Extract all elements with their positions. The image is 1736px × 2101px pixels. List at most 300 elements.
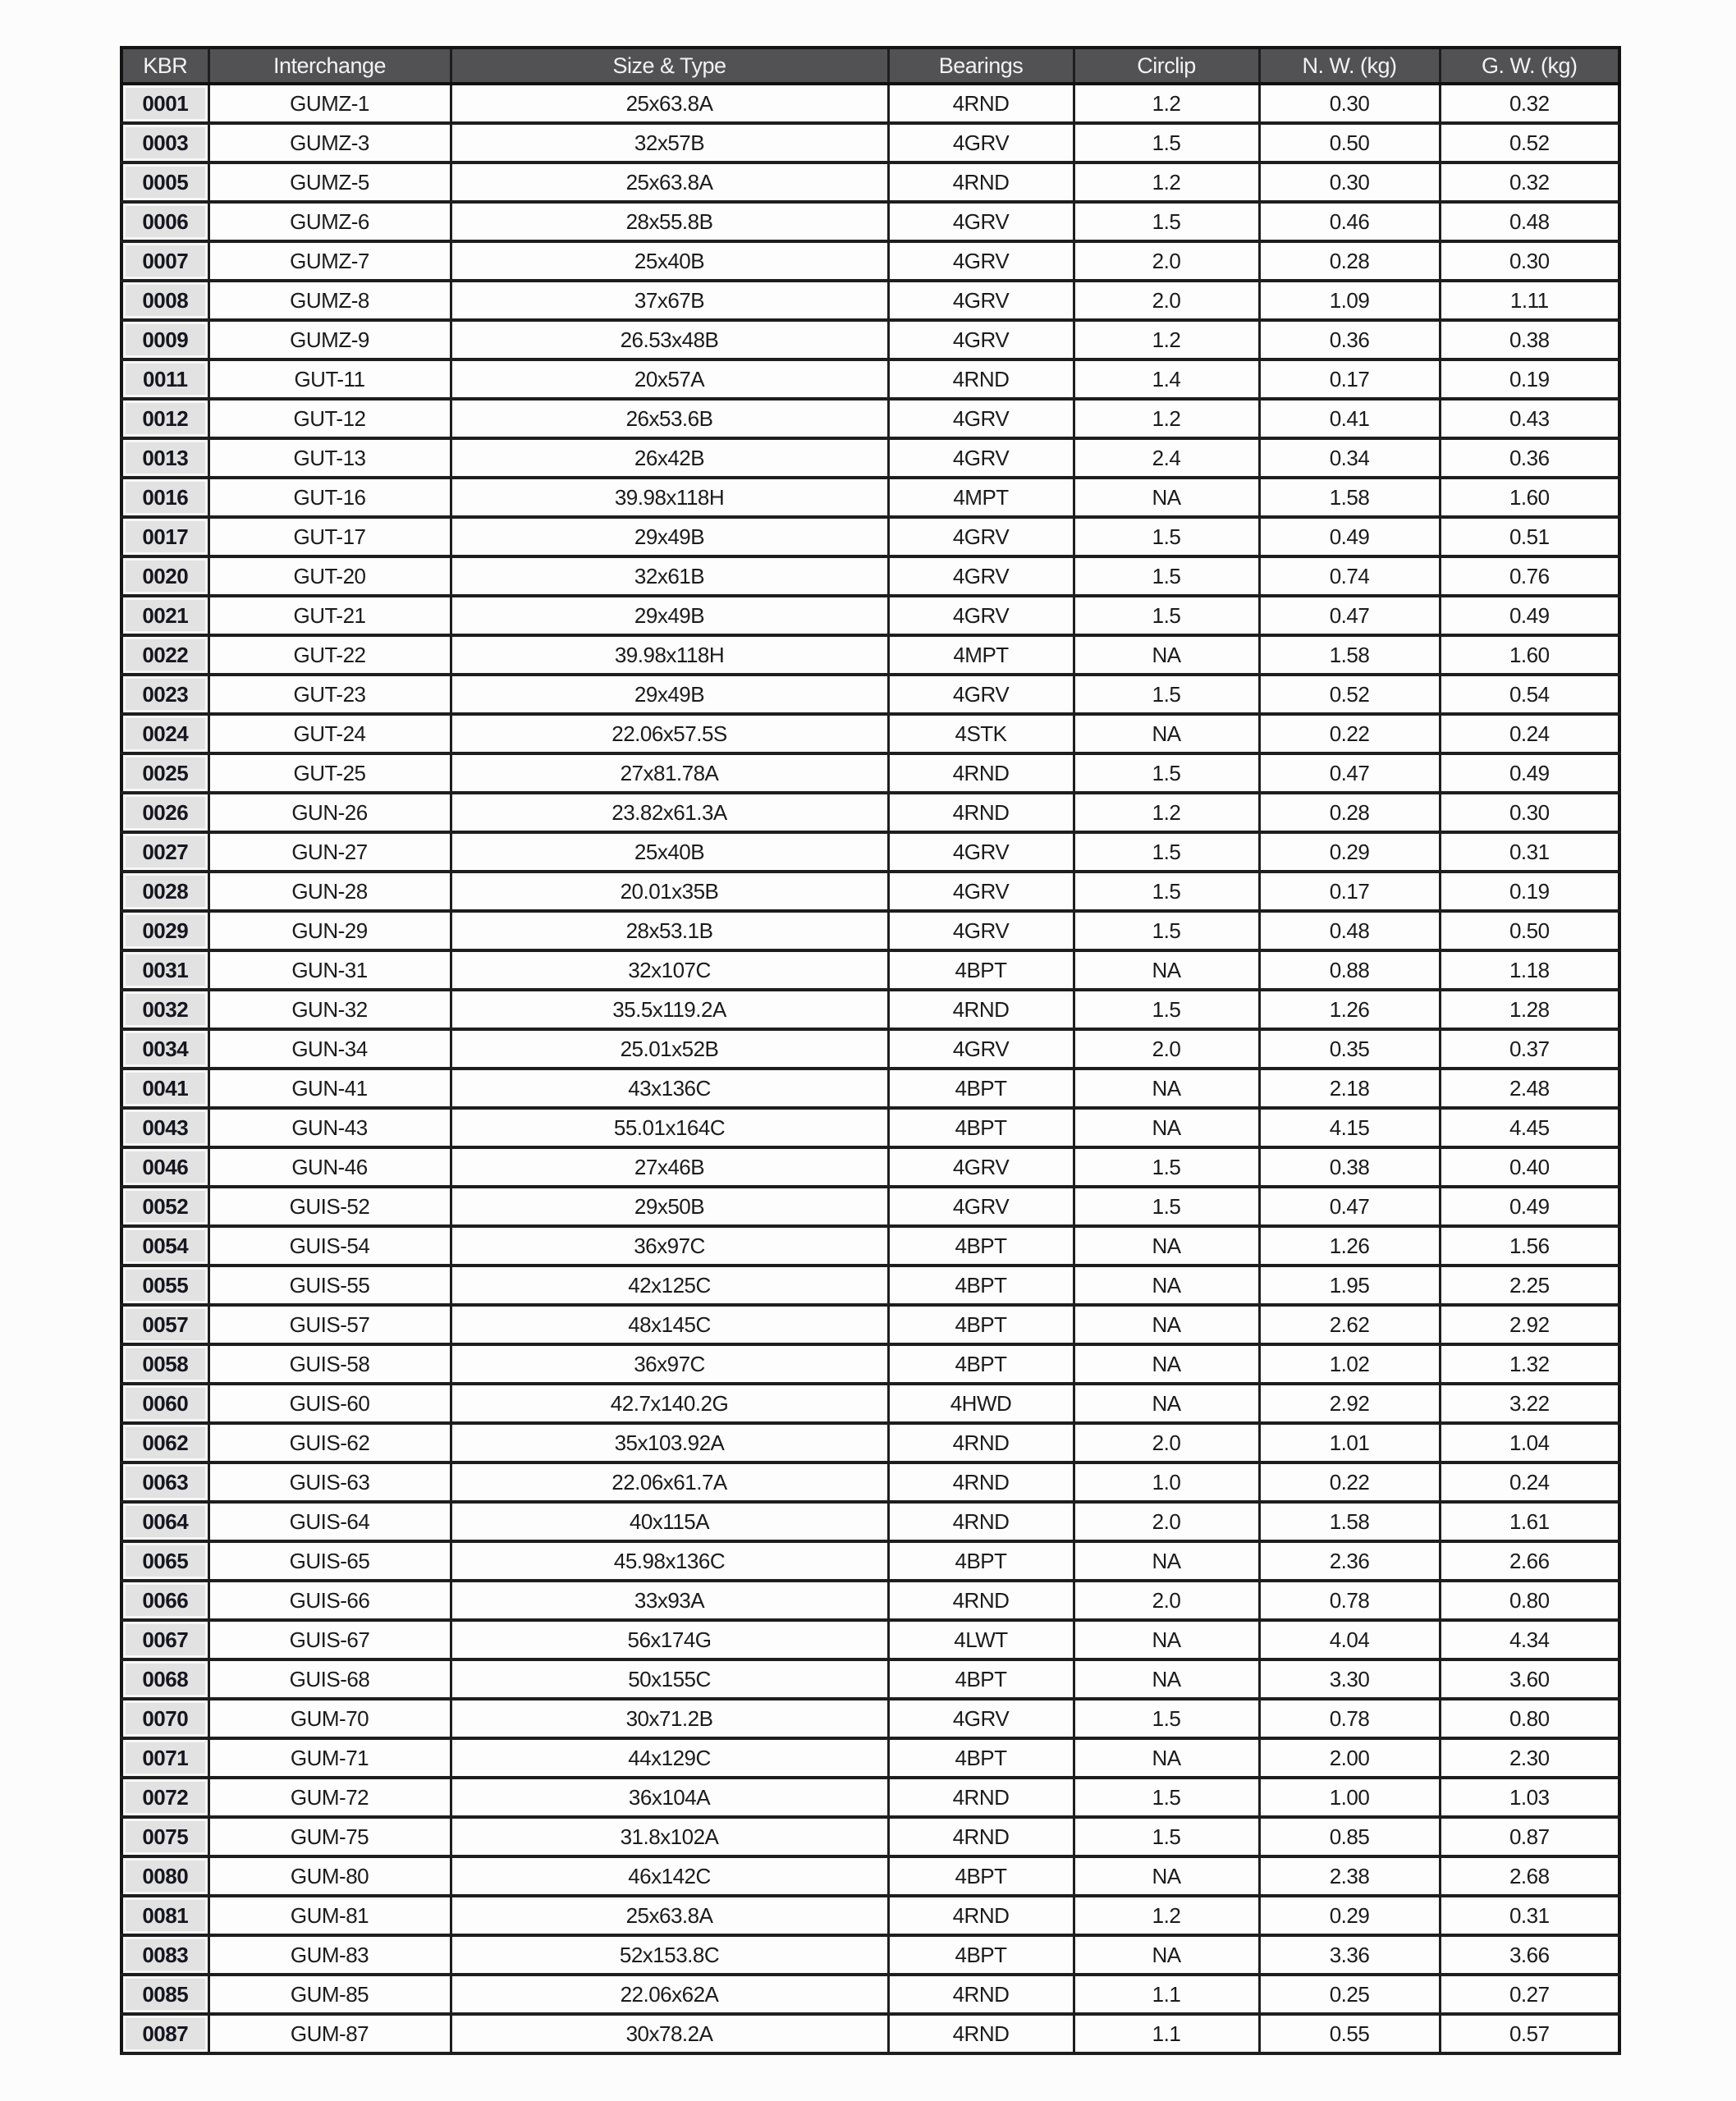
cell-kbr: 0068 — [121, 1659, 208, 1699]
cell-size-type: 32x107C — [451, 950, 888, 990]
cell-gross-weight: 0.87 — [1440, 1817, 1619, 1856]
cell-circlip: 2.0 — [1074, 1581, 1259, 1620]
cell-size-type: 32x57B — [451, 123, 888, 162]
table-row — [121, 1699, 1619, 1738]
cell-net-weight: 0.22 — [1259, 714, 1440, 753]
table-row — [121, 1147, 1619, 1187]
cell-kbr: 0003 — [121, 123, 208, 162]
cell-gross-weight: 2.48 — [1440, 1069, 1619, 1108]
table-row — [121, 1108, 1619, 1147]
cell-gross-weight: 2.66 — [1440, 1541, 1619, 1581]
cell-kbr: 0024 — [121, 714, 208, 753]
cell-interchange: GUT-11 — [208, 359, 451, 399]
cell-bearings: 4RND — [888, 753, 1074, 793]
cell-net-weight: 1.09 — [1259, 281, 1440, 320]
cell-circlip: 1.2 — [1074, 1896, 1259, 1935]
cell-interchange: GUIS-63 — [208, 1462, 451, 1502]
cell-kbr: 0005 — [121, 162, 208, 202]
cell-interchange: GUT-17 — [208, 517, 451, 556]
cell-size-type: 42.7x140.2G — [451, 1384, 888, 1423]
cell-gross-weight: 3.60 — [1440, 1659, 1619, 1699]
cell-kbr: 0041 — [121, 1069, 208, 1108]
cell-circlip: NA — [1074, 1305, 1259, 1344]
cell-bearings: 4STK — [888, 714, 1074, 753]
cell-net-weight: 0.34 — [1259, 438, 1440, 478]
cell-circlip: NA — [1074, 1344, 1259, 1384]
table-row — [121, 1778, 1619, 1817]
cell-size-type: 31.8x102A — [451, 1817, 888, 1856]
cell-size-type: 36x97C — [451, 1344, 888, 1384]
table-row — [121, 793, 1619, 832]
cell-net-weight: 1.00 — [1259, 1778, 1440, 1817]
cell-interchange: GUIS-60 — [208, 1384, 451, 1423]
cell-circlip: 1.1 — [1074, 2014, 1259, 2053]
cell-gross-weight: 0.54 — [1440, 675, 1619, 714]
cell-gross-weight: 0.30 — [1440, 241, 1619, 281]
cell-interchange: GUIS-58 — [208, 1344, 451, 1384]
cell-circlip: 1.5 — [1074, 123, 1259, 162]
cell-net-weight: 0.30 — [1259, 162, 1440, 202]
table-row — [121, 1069, 1619, 1108]
cell-net-weight: 2.00 — [1259, 1738, 1440, 1778]
cell-interchange: GUN-46 — [208, 1147, 451, 1187]
cell-net-weight: 1.01 — [1259, 1423, 1440, 1462]
cell-interchange: GUM-87 — [208, 2014, 451, 2053]
cell-net-weight: 0.35 — [1259, 1029, 1440, 1069]
cell-interchange: GUT-13 — [208, 438, 451, 478]
cell-circlip: 1.5 — [1074, 1147, 1259, 1187]
table-row — [121, 84, 1619, 123]
cell-kbr: 0032 — [121, 990, 208, 1029]
table-row — [121, 675, 1619, 714]
column-header-interchange: Interchange — [208, 48, 451, 84]
table-row — [121, 1620, 1619, 1659]
cell-interchange: GUN-28 — [208, 872, 451, 911]
cell-circlip: NA — [1074, 1266, 1259, 1305]
cell-circlip: 1.5 — [1074, 556, 1259, 596]
cell-interchange: GUM-83 — [208, 1935, 451, 1975]
cell-kbr: 0012 — [121, 399, 208, 438]
cell-kbr: 0009 — [121, 320, 208, 359]
cell-kbr: 0011 — [121, 359, 208, 399]
cell-circlip: NA — [1074, 478, 1259, 517]
cell-circlip: 1.2 — [1074, 84, 1259, 123]
cell-bearings: 4GRV — [888, 596, 1074, 635]
cell-bearings: 4RND — [888, 1778, 1074, 1817]
cell-size-type: 25x63.8A — [451, 84, 888, 123]
cell-interchange: GUIS-52 — [208, 1187, 451, 1226]
cell-kbr: 0001 — [121, 84, 208, 123]
cell-bearings: 4BPT — [888, 1541, 1074, 1581]
table-row — [121, 832, 1619, 872]
cell-interchange: GUMZ-5 — [208, 162, 451, 202]
cell-interchange: GUN-41 — [208, 1069, 451, 1108]
table-row — [121, 359, 1619, 399]
cell-interchange: GUN-43 — [208, 1108, 451, 1147]
cell-net-weight: 0.30 — [1259, 84, 1440, 123]
cell-circlip: NA — [1074, 1384, 1259, 1423]
cell-size-type: 42x125C — [451, 1266, 888, 1305]
cell-bearings: 4GRV — [888, 1147, 1074, 1187]
cell-bearings: 4GRV — [888, 675, 1074, 714]
cell-circlip: NA — [1074, 1620, 1259, 1659]
cell-kbr: 0070 — [121, 1699, 208, 1738]
cell-kbr: 0031 — [121, 950, 208, 990]
cell-kbr: 0008 — [121, 281, 208, 320]
cell-kbr: 0057 — [121, 1305, 208, 1344]
table-row — [121, 1541, 1619, 1581]
cell-interchange: GUIS-68 — [208, 1659, 451, 1699]
table-row — [121, 596, 1619, 635]
column-header-bearings: Bearings — [888, 48, 1074, 84]
cell-bearings: 4BPT — [888, 1935, 1074, 1975]
cell-kbr: 0085 — [121, 1975, 208, 2014]
cell-circlip: 1.5 — [1074, 596, 1259, 635]
cell-bearings: 4MPT — [888, 635, 1074, 675]
cell-kbr: 0023 — [121, 675, 208, 714]
cell-interchange: GUMZ-3 — [208, 123, 451, 162]
cell-net-weight: 1.02 — [1259, 1344, 1440, 1384]
table-row — [121, 1738, 1619, 1778]
cell-net-weight: 0.36 — [1259, 320, 1440, 359]
cell-interchange: GUT-24 — [208, 714, 451, 753]
cell-size-type: 50x155C — [451, 1659, 888, 1699]
cell-circlip: NA — [1074, 950, 1259, 990]
cell-gross-weight: 1.60 — [1440, 478, 1619, 517]
table-row — [121, 911, 1619, 950]
cell-gross-weight: 2.30 — [1440, 1738, 1619, 1778]
table-row — [121, 320, 1619, 359]
cell-bearings: 4HWD — [888, 1384, 1074, 1423]
table-row — [121, 990, 1619, 1029]
cell-size-type: 26.53x48B — [451, 320, 888, 359]
cell-bearings: 4RND — [888, 1896, 1074, 1935]
table-row — [121, 241, 1619, 281]
table-row — [121, 872, 1619, 911]
cell-bearings: 4BPT — [888, 1344, 1074, 1384]
cell-kbr: 0027 — [121, 832, 208, 872]
cell-net-weight: 0.25 — [1259, 1975, 1440, 2014]
cell-net-weight: 1.58 — [1259, 635, 1440, 675]
cell-kbr: 0055 — [121, 1266, 208, 1305]
cell-kbr: 0066 — [121, 1581, 208, 1620]
cell-net-weight: 1.95 — [1259, 1266, 1440, 1305]
cell-bearings: 4BPT — [888, 1226, 1074, 1266]
cell-interchange: GUMZ-7 — [208, 241, 451, 281]
cell-net-weight: 0.48 — [1259, 911, 1440, 950]
table-row — [121, 1029, 1619, 1069]
cell-size-type: 29x50B — [451, 1187, 888, 1226]
cell-gross-weight: 1.56 — [1440, 1226, 1619, 1266]
cell-gross-weight: 0.24 — [1440, 1462, 1619, 1502]
cell-size-type: 22.06x62A — [451, 1975, 888, 2014]
cell-circlip: 1.5 — [1074, 202, 1259, 241]
table-row — [121, 635, 1619, 675]
cell-size-type: 40x115A — [451, 1502, 888, 1541]
cell-bearings: 4RND — [888, 990, 1074, 1029]
table-row — [121, 1502, 1619, 1541]
cell-kbr: 0020 — [121, 556, 208, 596]
table-header-row — [121, 48, 1619, 84]
cell-net-weight: 0.50 — [1259, 123, 1440, 162]
table-row — [121, 1266, 1619, 1305]
table-row — [121, 162, 1619, 202]
cell-net-weight: 0.47 — [1259, 1187, 1440, 1226]
cell-gross-weight: 0.40 — [1440, 1147, 1619, 1187]
table-row — [121, 123, 1619, 162]
cell-net-weight: 4.15 — [1259, 1108, 1440, 1147]
column-header-net-weight: N. W. (kg) — [1259, 48, 1440, 84]
cell-kbr: 0026 — [121, 793, 208, 832]
cell-gross-weight: 4.34 — [1440, 1620, 1619, 1659]
parts-table — [120, 46, 1621, 2055]
cell-size-type: 22.06x61.7A — [451, 1462, 888, 1502]
cell-kbr: 0007 — [121, 241, 208, 281]
cell-interchange: GUN-31 — [208, 950, 451, 990]
cell-gross-weight: 0.51 — [1440, 517, 1619, 556]
column-header-kbr: KBR — [121, 48, 208, 84]
cell-bearings: 4GRV — [888, 241, 1074, 281]
column-header-circlip: Circlip — [1074, 48, 1259, 84]
cell-kbr: 0025 — [121, 753, 208, 793]
cell-interchange: GUT-22 — [208, 635, 451, 675]
cell-gross-weight: 1.60 — [1440, 635, 1619, 675]
cell-gross-weight: 0.31 — [1440, 1896, 1619, 1935]
cell-bearings: 4RND — [888, 2014, 1074, 2053]
cell-bearings: 4GRV — [888, 556, 1074, 596]
cell-interchange: GUMZ-9 — [208, 320, 451, 359]
cell-circlip: NA — [1074, 1069, 1259, 1108]
table-row — [121, 950, 1619, 990]
cell-bearings: 4RND — [888, 359, 1074, 399]
cell-gross-weight: 1.03 — [1440, 1778, 1619, 1817]
cell-interchange: GUIS-55 — [208, 1266, 451, 1305]
cell-interchange: GUMZ-8 — [208, 281, 451, 320]
cell-bearings: 4RND — [888, 84, 1074, 123]
cell-gross-weight: 0.32 — [1440, 162, 1619, 202]
cell-size-type: 39.98x118H — [451, 635, 888, 675]
cell-net-weight: 0.55 — [1259, 2014, 1440, 2053]
table-row — [121, 281, 1619, 320]
cell-bearings: 4BPT — [888, 1069, 1074, 1108]
cell-net-weight: 0.38 — [1259, 1147, 1440, 1187]
cell-kbr: 0067 — [121, 1620, 208, 1659]
cell-interchange: GUIS-54 — [208, 1226, 451, 1266]
cell-circlip: 1.2 — [1074, 162, 1259, 202]
table-row — [121, 1384, 1619, 1423]
cell-net-weight: 0.17 — [1259, 359, 1440, 399]
cell-circlip: 1.1 — [1074, 1975, 1259, 2014]
cell-interchange: GUT-21 — [208, 596, 451, 635]
table-row — [121, 202, 1619, 241]
cell-interchange: GUN-27 — [208, 832, 451, 872]
cell-size-type: 56x174G — [451, 1620, 888, 1659]
cell-net-weight: 1.58 — [1259, 1502, 1440, 1541]
cell-net-weight: 4.04 — [1259, 1620, 1440, 1659]
table-body — [121, 84, 1619, 2053]
cell-interchange: GUT-23 — [208, 675, 451, 714]
cell-kbr: 0046 — [121, 1147, 208, 1187]
cell-interchange: GUN-29 — [208, 911, 451, 950]
cell-interchange: GUM-72 — [208, 1778, 451, 1817]
table-row — [121, 478, 1619, 517]
cell-gross-weight: 1.04 — [1440, 1423, 1619, 1462]
cell-bearings: 4GRV — [888, 202, 1074, 241]
cell-size-type: 20x57A — [451, 359, 888, 399]
cell-gross-weight: 0.38 — [1440, 320, 1619, 359]
cell-bearings: 4RND — [888, 1423, 1074, 1462]
cell-kbr: 0062 — [121, 1423, 208, 1462]
cell-size-type: 20.01x35B — [451, 872, 888, 911]
cell-kbr: 0087 — [121, 2014, 208, 2053]
cell-bearings: 4GRV — [888, 1699, 1074, 1738]
cell-circlip: NA — [1074, 1738, 1259, 1778]
cell-interchange: GUN-34 — [208, 1029, 451, 1069]
cell-circlip: 1.2 — [1074, 793, 1259, 832]
table-row — [121, 399, 1619, 438]
cell-kbr: 0071 — [121, 1738, 208, 1778]
table-row — [121, 1226, 1619, 1266]
cell-gross-weight: 1.11 — [1440, 281, 1619, 320]
cell-net-weight: 0.78 — [1259, 1699, 1440, 1738]
cell-kbr: 0072 — [121, 1778, 208, 1817]
cell-net-weight: 2.18 — [1259, 1069, 1440, 1108]
cell-kbr: 0013 — [121, 438, 208, 478]
cell-bearings: 4RND — [888, 1817, 1074, 1856]
cell-gross-weight: 0.48 — [1440, 202, 1619, 241]
cell-net-weight: 0.28 — [1259, 241, 1440, 281]
table-row — [121, 1423, 1619, 1462]
cell-size-type: 29x49B — [451, 675, 888, 714]
cell-bearings: 4RND — [888, 1462, 1074, 1502]
cell-net-weight: 1.58 — [1259, 478, 1440, 517]
cell-bearings: 4MPT — [888, 478, 1074, 517]
cell-circlip: 1.5 — [1074, 1699, 1259, 1738]
cell-size-type: 36x97C — [451, 1226, 888, 1266]
cell-size-type: 25x40B — [451, 832, 888, 872]
cell-kbr: 0058 — [121, 1344, 208, 1384]
cell-interchange: GUM-80 — [208, 1856, 451, 1896]
cell-size-type: 29x49B — [451, 517, 888, 556]
cell-circlip: 2.0 — [1074, 281, 1259, 320]
cell-circlip: NA — [1074, 1541, 1259, 1581]
cell-circlip: 1.5 — [1074, 753, 1259, 793]
table-row — [121, 1659, 1619, 1699]
cell-gross-weight: 2.68 — [1440, 1856, 1619, 1896]
cell-size-type: 36x104A — [451, 1778, 888, 1817]
cell-interchange: GUM-71 — [208, 1738, 451, 1778]
cell-gross-weight: 0.80 — [1440, 1699, 1619, 1738]
cell-circlip: 2.0 — [1074, 1502, 1259, 1541]
cell-gross-weight: 0.49 — [1440, 753, 1619, 793]
cell-net-weight: 2.36 — [1259, 1541, 1440, 1581]
cell-bearings: 4GRV — [888, 1029, 1074, 1069]
cell-gross-weight: 0.31 — [1440, 832, 1619, 872]
cell-net-weight: 0.74 — [1259, 556, 1440, 596]
cell-gross-weight: 1.28 — [1440, 990, 1619, 1029]
cell-kbr: 0063 — [121, 1462, 208, 1502]
cell-interchange: GUN-32 — [208, 990, 451, 1029]
cell-size-type: 33x93A — [451, 1581, 888, 1620]
cell-net-weight: 0.47 — [1259, 753, 1440, 793]
table-row — [121, 1305, 1619, 1344]
cell-gross-weight: 0.50 — [1440, 911, 1619, 950]
cell-size-type: 39.98x118H — [451, 478, 888, 517]
cell-bearings: 4BPT — [888, 950, 1074, 990]
cell-circlip: 1.2 — [1074, 399, 1259, 438]
cell-net-weight: 3.36 — [1259, 1935, 1440, 1975]
cell-kbr: 0060 — [121, 1384, 208, 1423]
cell-bearings: 4GRV — [888, 517, 1074, 556]
cell-size-type: 27x81.78A — [451, 753, 888, 793]
cell-circlip: NA — [1074, 1856, 1259, 1896]
cell-interchange: GUMZ-6 — [208, 202, 451, 241]
cell-kbr: 0021 — [121, 596, 208, 635]
cell-kbr: 0043 — [121, 1108, 208, 1147]
cell-interchange: GUM-81 — [208, 1896, 451, 1935]
table-row — [121, 1856, 1619, 1896]
cell-bearings: 4RND — [888, 162, 1074, 202]
cell-size-type: 25x63.8A — [451, 1896, 888, 1935]
cell-bearings: 4GRV — [888, 320, 1074, 359]
cell-gross-weight: 0.52 — [1440, 123, 1619, 162]
cell-interchange: GUIS-65 — [208, 1541, 451, 1581]
cell-size-type: 28x53.1B — [451, 911, 888, 950]
cell-size-type: 26x53.6B — [451, 399, 888, 438]
cell-gross-weight: 3.22 — [1440, 1384, 1619, 1423]
cell-interchange: GUT-12 — [208, 399, 451, 438]
cell-interchange: GUIS-62 — [208, 1423, 451, 1462]
cell-size-type: 27x46B — [451, 1147, 888, 1187]
cell-size-type: 25.01x52B — [451, 1029, 888, 1069]
cell-net-weight: 1.26 — [1259, 1226, 1440, 1266]
cell-interchange: GUM-85 — [208, 1975, 451, 2014]
cell-kbr: 0064 — [121, 1502, 208, 1541]
cell-circlip: 1.2 — [1074, 320, 1259, 359]
cell-gross-weight: 0.27 — [1440, 1975, 1619, 2014]
cell-gross-weight: 0.19 — [1440, 359, 1619, 399]
cell-interchange: GUT-25 — [208, 753, 451, 793]
table-row — [121, 1581, 1619, 1620]
cell-circlip: NA — [1074, 714, 1259, 753]
table-row — [121, 1344, 1619, 1384]
cell-gross-weight: 0.43 — [1440, 399, 1619, 438]
cell-size-type: 45.98x136C — [451, 1541, 888, 1581]
cell-size-type: 29x49B — [451, 596, 888, 635]
cell-interchange: GUT-16 — [208, 478, 451, 517]
cell-circlip: 1.5 — [1074, 832, 1259, 872]
cell-bearings: 4GRV — [888, 123, 1074, 162]
cell-net-weight: 0.28 — [1259, 793, 1440, 832]
cell-gross-weight: 0.30 — [1440, 793, 1619, 832]
cell-interchange: GUM-75 — [208, 1817, 451, 1856]
cell-gross-weight: 0.32 — [1440, 84, 1619, 123]
cell-gross-weight: 0.37 — [1440, 1029, 1619, 1069]
cell-gross-weight: 0.57 — [1440, 2014, 1619, 2053]
cell-circlip: 1.5 — [1074, 1817, 1259, 1856]
cell-size-type: 35.5x119.2A — [451, 990, 888, 1029]
cell-kbr: 0065 — [121, 1541, 208, 1581]
cell-bearings: 4GRV — [888, 281, 1074, 320]
cell-kbr: 0029 — [121, 911, 208, 950]
cell-kbr: 0083 — [121, 1935, 208, 1975]
cell-size-type: 26x42B — [451, 438, 888, 478]
cell-kbr: 0028 — [121, 872, 208, 911]
cell-size-type: 37x67B — [451, 281, 888, 320]
cell-gross-weight: 0.49 — [1440, 596, 1619, 635]
cell-circlip: NA — [1074, 635, 1259, 675]
cell-kbr: 0034 — [121, 1029, 208, 1069]
